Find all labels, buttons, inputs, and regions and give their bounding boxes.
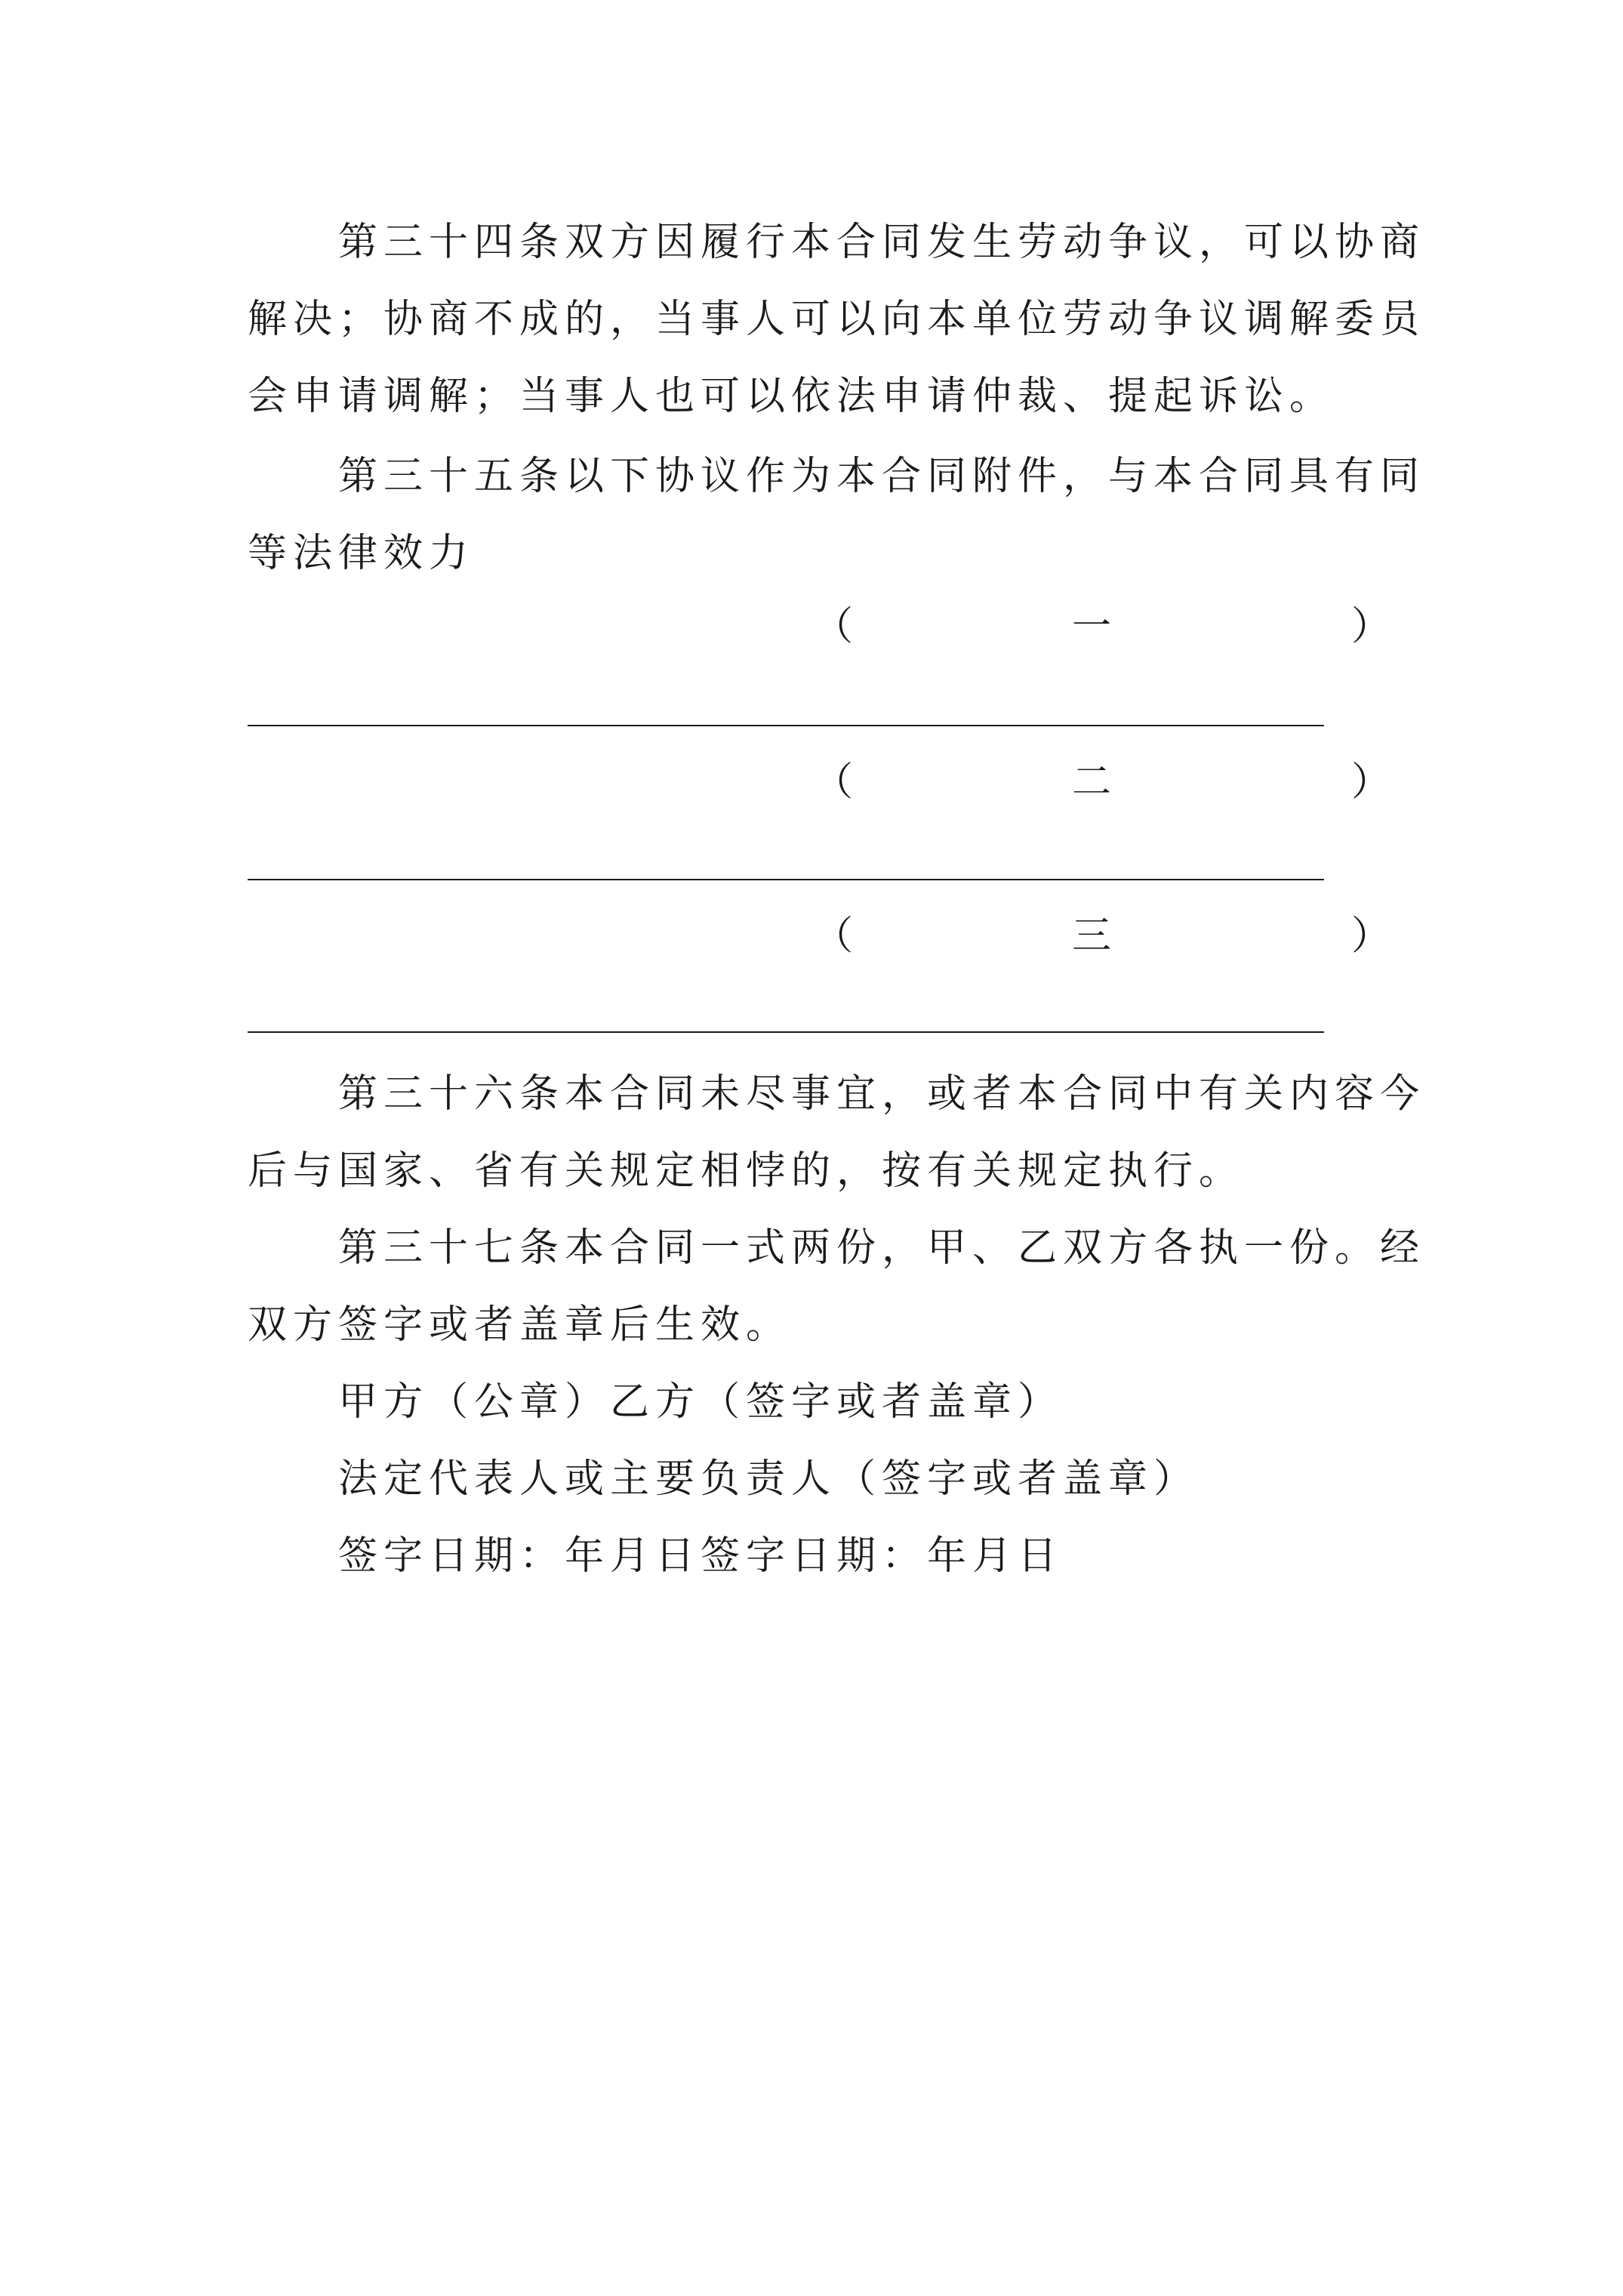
article-36 [248,1056,1426,1210]
signature-parties: 甲方（公章）乙方（签字或者盖章） [338,1379,1064,1425]
article-37-line-2: 双方签字或者盖章后生效。 [248,1302,792,1348]
attachment-blank-line-3 [248,1031,1324,1033]
article-34-line-1: 第三十四条双方因履行本合同发生劳动争议，可以协商 [338,220,1426,265]
attachment-number: 三 [1072,914,1112,959]
attachment-number: 一 [1072,604,1112,649]
article-37 [248,1210,1426,1364]
article-35 [248,438,1426,592]
attachment-close-paren: ） [1351,604,1391,649]
attachment-open-paren: （ [814,604,854,649]
attachment-blank-line-1 [248,725,1324,726]
article-34-line-2: 解决；协商不成的，当事人可以向本单位劳动争议调解委员 [248,297,1426,342]
attachment-close-paren: ） [1351,760,1391,805]
article-35-line-1: 第三十五条以下协议作为本合同附件，与本合同具有同 [338,454,1426,499]
attachment-number: 二 [1072,760,1112,805]
signature-dates: 签字日期：年月日签字日期：年月日 [338,1533,1064,1579]
article-34-line-3: 会申请调解；当事人也可以依法申请仲裁、提起诉讼。 [248,374,1335,419]
article-35-line-2: 等法律效力 [248,531,475,576]
signature-representative: 法定代表人或主要负责人（签字或者盖章） [338,1456,1200,1502]
article-34 [248,204,1426,435]
article-37-line-1: 第三十七条本合同一式两份，甲、乙双方各执一份。经 [338,1225,1426,1271]
signature-block [248,1364,1395,1595]
attachment-close-paren: ） [1351,914,1391,959]
article-36-line-2: 后与国家、省有关规定相悖的，按有关规定执行。 [248,1148,1245,1194]
attachment-blank-line-2 [248,879,1324,880]
attachment-open-paren: （ [814,914,854,959]
article-36-line-1: 第三十六条本合同未尽事宜，或者本合同中有关内容今 [338,1071,1426,1117]
attachment-open-paren: （ [814,760,854,805]
